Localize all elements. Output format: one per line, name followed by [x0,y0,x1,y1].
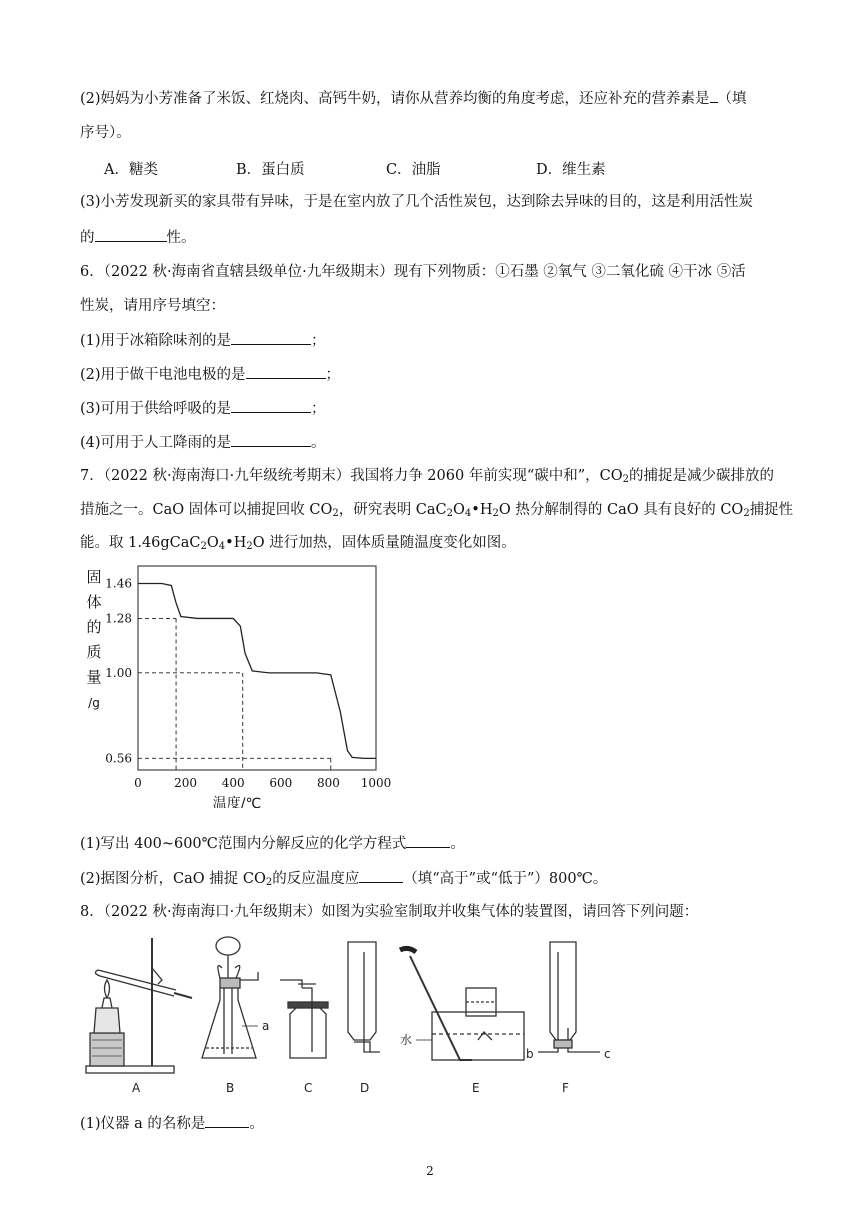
q8-question-1 [80,1113,820,1134]
text: O 进行加热，固体质量随温度变化如图。 [252,535,516,551]
text: （填“高于”或“低于”）800℃。 [403,871,608,887]
label-a: a [262,1019,270,1033]
answer-blank[interactable] [231,432,311,447]
subscript: 4 [218,541,226,552]
bottle-c [290,1006,326,1058]
text: 性炭，请用序号填空： [80,298,225,314]
q6-stem-line2 [80,296,820,316]
text: (2)据图分析，CaO 捕捉 CO [80,871,266,887]
option-a: A．糖类 [104,162,158,178]
y-axis-title-char: 量 [86,668,102,686]
mass-curve [138,583,376,758]
q6-item-1 [80,330,820,351]
x-tick-label: 1000 [360,776,392,790]
y-tick-label: 1.28 [105,611,132,626]
subscript: 4 [464,508,472,519]
q5-part3-line1 [80,192,820,212]
q7-stem-line3 [80,533,820,553]
funnel-bulb [216,937,240,955]
y-axis-title-char: 固 [86,568,102,586]
label-c: c [604,1047,611,1061]
q8-stem [80,902,820,922]
wood-block [90,1033,124,1066]
x-tick-label: 800 [316,776,340,790]
x-tick-label: 600 [269,776,293,790]
subscript: 2 [332,508,339,519]
y-tick-label: 1.46 [105,576,132,591]
answer-blank[interactable] [231,398,311,413]
answer-blank[interactable] [205,1113,249,1128]
flask-outlet [240,972,258,980]
option-b: B．蛋白质 [236,162,305,178]
y-tick-label: 1.00 [105,665,132,680]
y-axis-unit: /g [88,696,100,710]
apparatus-a [86,938,192,1073]
tube-c [298,984,316,1052]
text: ； [311,401,326,417]
y-axis-title-char: 质 [86,643,102,661]
chart-svg [80,558,400,808]
q6-stem-line1 [80,262,820,282]
stand-base [86,1066,174,1073]
lamp-wick [102,998,112,1008]
page-number: 2 [426,1164,434,1178]
label-F: F [562,1081,569,1095]
q6-item-2 [80,364,820,385]
tubes-f [538,952,600,1052]
label-C: C [304,1081,313,1095]
text: ，研究表明 CaC [338,502,447,518]
plate-c [288,1002,328,1008]
text: 8．（2022 秋·海南海口·九年级期末）如图为实验室制取并收集气体的装置图，请回答下列问题： [80,904,699,920]
lab-apparatus-figure [80,928,640,1100]
option-c: C．油脂 [386,162,441,178]
bottle-f [550,942,576,1040]
label-A: A [132,1081,141,1095]
y-tick-label: 0.56 [105,751,132,766]
text: ； [325,367,341,383]
label-water: 水 [400,1033,413,1047]
text: 6．（2022 秋·海南省直辖县级单位·九年级期末）现有下列物质：①石墨 ②氧气 ③二氧化硫 ④干冰 ⑤活 [80,264,746,280]
shelf [478,1032,492,1040]
stopper [220,978,240,988]
text: (2)妈妈为小芳准备了米饭、红烧肉、高钙牛奶，请你从营养均衡的角度考虑，还应补充的营养素是 [80,91,710,107]
text: 措施之一。CaO 固体可以捕捉回收 CO [80,502,333,518]
delivery-tube [174,993,192,998]
text: (3)小芳发现新买的家具带有异味，于是在室内放了几个活性炭包，达到除去异味的目的，这是利用活性炭 [80,194,754,210]
text: (2)用于做干电池电极的是 [80,367,246,383]
subscript: 2 [246,541,253,552]
answer-blank[interactable] [246,364,326,379]
q7-stem-line1 [80,466,820,486]
bottle-d [348,942,376,1040]
subscript: 2 [265,877,273,888]
text: 的 [80,230,95,246]
funnel-stem [224,955,232,1054]
text: O [206,535,219,551]
apparatus-f [538,942,600,1052]
mass-temperature-chart [80,558,400,808]
text: •H [471,502,493,518]
text: 序号）。 [80,125,131,141]
text: 捕捉性 [749,502,794,518]
subscript: 2 [622,474,630,485]
text: (1)写出 400~600℃范围内分解反应的化学方程式 [80,836,407,852]
text: 。 [450,836,465,852]
q5-part3-line2 [80,227,820,248]
label-E: E [472,1081,480,1095]
text: ； [311,333,326,349]
answer-blank[interactable] [406,833,450,848]
q7-question-1 [80,833,820,854]
lamp-flame [105,980,110,998]
stopper-d [354,1042,370,1052]
answer-blank[interactable] [710,88,718,103]
funnel-neck [218,966,240,978]
text: （填 [717,91,747,107]
text: 的捕捉是减少碳排放的 [629,468,775,484]
text: •H [225,535,247,551]
trough [432,1012,524,1060]
subscript: 2 [446,508,454,519]
x-tick-label: 200 [174,776,198,790]
text: 。 [311,435,326,451]
text: O [453,502,465,518]
q6-item-3 [80,398,820,419]
alcohol-lamp [94,1008,120,1033]
text: (4)可用于人工降雨的是 [80,435,232,451]
option-d: D．维生素 [536,162,606,178]
q7-question-2 [80,868,820,889]
x-tick-label: 400 [221,776,245,790]
x-axis-title: 温度/℃ [212,796,262,808]
delivery-tube-e [410,956,472,1060]
q7-stem-line2 [80,500,820,520]
text: 7．（2022 秋·海南海口·九年级统考期末）我国将力争 2060 年前实现“碳中和”，CO [80,468,623,484]
text: 。 [249,1116,264,1132]
text: O 热分解制得的 CaO 具有良好的 CO [498,502,744,518]
label-b: b [526,1047,534,1061]
answer-blank[interactable] [231,330,311,345]
rubber-tube [400,948,416,952]
answer-blank[interactable] [359,868,403,883]
text: 性。 [166,230,196,246]
apparatus-d [348,942,380,1052]
label-B: B [226,1081,235,1095]
apparatus-e [400,948,524,1060]
apparatus-b [202,937,258,1058]
subscript: 2 [492,508,499,519]
text: (1)用于冰箱除味剂的是 [80,333,232,349]
text: (3)可用于供给呼吸的是 [80,401,232,417]
text: 的反应温度应 [272,871,360,887]
clamp [152,968,162,984]
q5-part2-line2 [80,123,820,143]
q6-item-4 [80,432,820,453]
q5-part2-line1 [80,88,820,109]
subscript: 2 [200,541,207,552]
y-axis-title-char: 体 [86,593,102,611]
stopper-f [554,1040,572,1048]
label-D: D [360,1081,370,1095]
apparatus-c [280,980,328,1058]
subscript: 2 [743,508,750,519]
apparatus-svg [80,928,640,1100]
text: (1)仪器 a 的名称是 [80,1116,206,1132]
x-tick-label: 0 [134,776,142,790]
answer-blank[interactable] [95,227,167,242]
y-axis-title-char: 的 [86,618,102,636]
text: 能。取 1.46gCaC [80,535,201,551]
